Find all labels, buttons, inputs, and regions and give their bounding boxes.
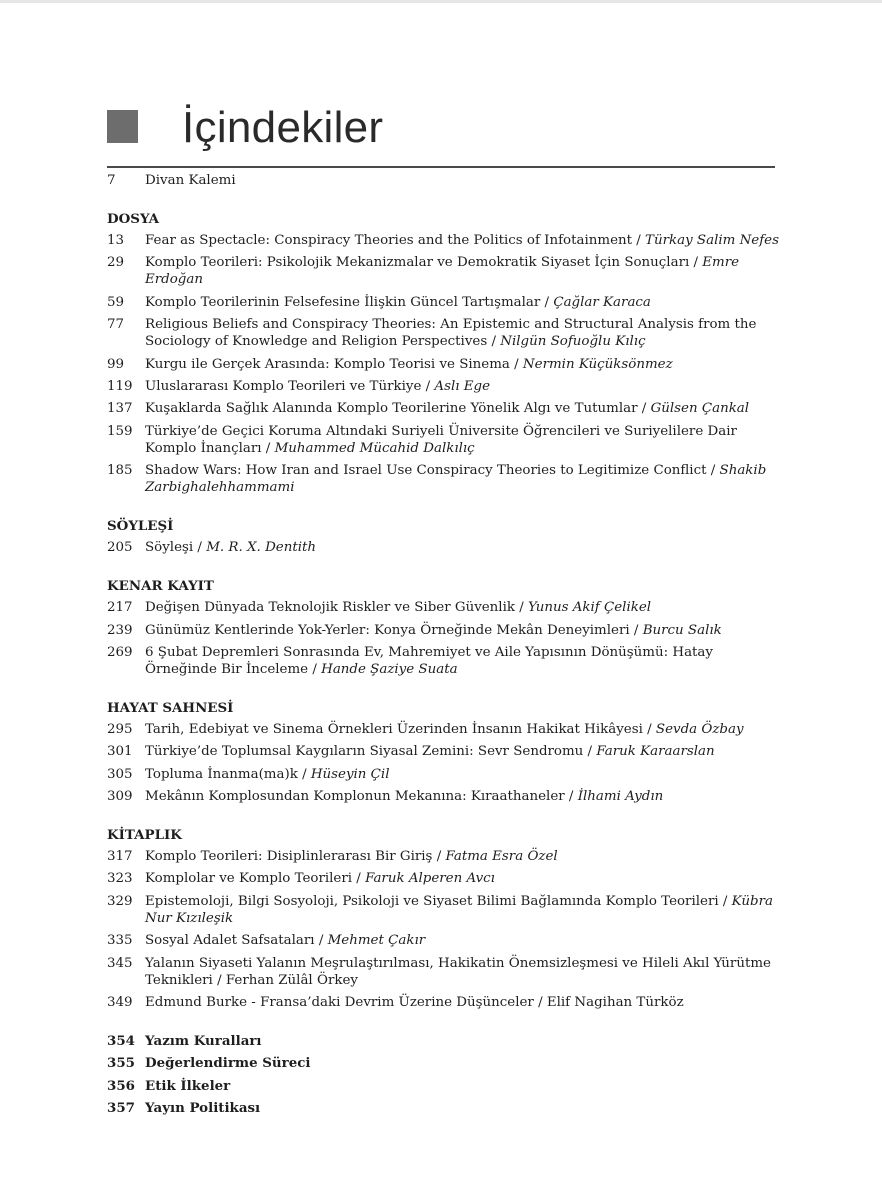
toc-entry-text [145,254,787,288]
toc-separator [308,662,321,677]
toc-sections [107,211,787,1011]
toc-separator [298,767,311,782]
toc-separator [315,933,328,948]
toc-author: Yunus Akif Çelikel [528,600,652,616]
toc-title: Komplolar ve Komplo Teorileri [145,871,353,887]
section-heading: KİTAPLIK [107,827,182,844]
toc-author: Aslı Ege [434,378,491,394]
toc-page-number: 205 [107,540,133,556]
toc-separator [262,441,275,456]
section-heading: SÖYLEŞİ [107,518,174,535]
toc-header [107,100,775,168]
toc-entry [107,423,787,457]
toc-author: Faruk Karaarslan [596,744,715,760]
toc-entry [107,539,787,556]
toc-title: Etik İlkeler [145,1077,231,1094]
toc-entry-text [145,870,787,887]
toc-entry [107,1078,787,1095]
toc-page-number: 349 [107,995,133,1011]
toc-entry-text [145,356,787,373]
toc-author: Burcu Salık [642,622,722,638]
toc-entry-text [145,423,787,457]
toc-entry-text [145,539,787,556]
toc-entry [107,378,787,395]
toc-title: Komplo Teorileri: Disiplinlerarası Bir Giriş [145,849,433,865]
toc-entry [107,788,787,805]
toc-separator [719,894,732,909]
toc-page-number: 345 [107,955,133,971]
toc-title: Uluslararası Komplo Teorileri ve Türkiye [145,378,422,394]
toc-author: Çağlar Karaca [553,294,651,310]
toc-entry [107,316,787,350]
toc-page-number: 357 [107,1100,135,1117]
toc-entry-text [145,788,787,805]
toc-entry-text [145,172,787,189]
toc-page-number: 355 [107,1055,135,1072]
toc-separator [632,233,645,248]
toc-entry-text [145,400,787,417]
toc-entry [107,721,787,738]
toc-author: Hüseyin Çil [310,766,390,782]
toc-page-number: 7 [107,173,116,188]
toc-title: Yalanın Siyaseti Yalanın Meşrulaştırılması, Hakikatin Önemsizleşmesi ve Hileli Akıl Yürütme Teknikleri / Ferhan Zülâl Örkey [145,955,771,988]
toc-title: Edmund Burke - Fransa’daki Devrim Üzerine Düşünceler / Elif Nagihan Türköz [145,995,684,1011]
toc-page-number: 119 [107,378,133,394]
toc-entry [107,1100,787,1117]
toc-entry [107,994,787,1011]
toc-page-number: 29 [107,255,125,271]
toc-entry-text [145,378,787,395]
toc-page-number: 59 [107,294,125,310]
toc-entry-text [145,721,787,738]
toc-page-number: 239 [107,622,133,638]
toc-page-number: 269 [107,644,133,660]
toc-entry [107,356,787,373]
toc-entry [107,462,787,496]
toc-page-number: 217 [107,600,133,616]
toc-entry [107,848,787,865]
toc-page-number: 329 [107,893,133,909]
toc-title: Kuşaklarda Sağlık Alanında Komplo Teorilerine Yönelik Algı ve Tutumlar [145,401,638,417]
section-heading: DOSYA [107,211,160,227]
toc-title: Yayın Politikası [145,1100,261,1117]
toc-page-number: 159 [107,423,133,439]
toc-entry [107,766,787,783]
toc-author: Fatma Esra Özel [445,849,558,865]
toc-page-number: 335 [107,933,133,949]
toc-author: Gülsen Çankal [650,401,750,417]
toc-page-number: 317 [107,849,133,865]
top-rule [0,0,882,3]
toc-title: Değişen Dünyada Teknolojik Riskler ve Siber Güvenlik [145,600,515,616]
toc-title: Tarih, Edebiyat ve Sinema Örnekleri Üzerinden İnsanın Hakikat Hikâyesi [145,721,643,737]
toc-entry-text [145,316,787,350]
toc-entry-text [145,1033,787,1050]
toc-author: Nilgün Sofuoğlu Kılıç [500,334,646,350]
toc-entry-text [145,622,787,639]
toc-entry-text [145,644,787,678]
toc-entry [107,893,787,927]
toc-entry-text [145,955,787,989]
section-heading: HAYAT SAHNESİ [107,699,234,716]
toc-page-number: 354 [107,1033,135,1050]
toc-title: Religious Beliefs and Conspiracy Theories: An Epistemic and Structural Analysis from the Sociology of Knowledge and Religion Perspectives [145,317,757,350]
toc-entry [107,743,787,760]
toc-page-number: 356 [107,1077,135,1094]
toc-entry-text [145,743,787,760]
toc-page-number: 295 [107,721,133,737]
toc-entry [107,1055,787,1072]
toc-author: Faruk Alperen Avcı [365,871,495,887]
toc-entry-text [145,1078,787,1095]
toc-separator [421,379,434,394]
toc-entry [107,599,787,616]
toc-title: Komplo Teorileri: Psikolojik Mekanizmalar ve Demokratik Siyaset İçin Sonuçları [145,255,690,271]
page-title: İçindekiler [182,103,384,152]
toc-entry [107,622,787,639]
toc-separator [487,334,500,349]
toc-page-number: 13 [107,233,125,248]
toc-separator [706,463,719,478]
toc-entry-text [145,462,787,496]
toc-separator [689,255,702,270]
toc-author: Hande Şaziye Suata [321,661,458,677]
toc-title: Yazım Kuralları [145,1033,262,1050]
toc-separator [638,401,651,416]
toc-author: İlhami Aydın [577,789,664,805]
toc-author: Kübra Nur Kızıleşik [145,893,773,926]
toc-entry [107,254,787,288]
toc-entry-text [145,932,787,949]
toc-title: Söyleşi [145,540,194,556]
toc-entry-text [145,294,787,311]
toc-title: 6 Şubat Depremleri Sonrasında Ev, Mahremiyet ve Aile Yapısının Dönüşümü: Hatay Örneğinde Bir İnceleme [145,644,713,677]
toc-page-number: 99 [107,356,125,372]
toc-page-number: 301 [107,744,133,760]
toc-author: Emre Erdoğan [145,255,740,288]
toc-final-entries [107,1033,787,1117]
toc-page-number: 305 [107,766,133,782]
toc-separator [515,600,528,615]
toc-content [107,172,787,1123]
toc-page-number: 137 [107,401,133,417]
toc-title: Shadow Wars: How Iran and Israel Use Conspiracy Theories to Legitimize Conflict [145,463,707,479]
toc-title: Komplo Teorilerinin Felsefesine İlişkin Güncel Tartışmalar [145,294,541,310]
toc-title: Divan Kalemi [145,173,236,188]
toc-author: M. R. X. Dentith [206,540,317,556]
toc-author: Muhammed Mücahid Dalkılıç [274,440,475,456]
toc-author: Sevda Özbay [655,721,744,737]
toc-separator [540,295,553,310]
toc-entry-text [145,893,787,927]
toc-separator [583,744,596,759]
section-heading: KENAR KAYIT [107,578,214,595]
toc-title: Kurgu ile Gerçek Arasında: Komplo Teorisi ve Sinema [145,356,510,372]
toc-entry [107,294,787,311]
toc-separator [193,540,206,555]
toc-title: Değerlendirme Süreci [145,1055,311,1072]
toc-page-number: 323 [107,871,133,887]
toc-entry [107,955,787,989]
toc-title: Mekânın Komplosundan Komplonun Mekanına: Kıraathaneler [145,789,565,805]
toc-entry [107,172,787,189]
toc-author: Shakib Zarbighalehhammami [145,463,767,496]
toc-entry-text [145,599,787,616]
toc-title: Fear as Spectacle: Conspiracy Theories and the Politics of Infotainment [145,233,632,248]
toc-author: Türkay Salim Nefes [645,233,779,248]
toc-separator [432,849,445,864]
toc-title: Günümüz Kentlerinde Yok-Yerler: Konya Örneğinde Mekân Deneyimleri [145,622,630,638]
toc-title: Sosyal Adalet Safsataları [145,933,315,949]
toc-page-number: 185 [107,463,133,479]
toc-entry [107,932,787,949]
toc-author: Nermin Küçüksönmez [522,356,673,372]
toc-title: Türkiye’de Toplumsal Kaygıların Siyasal Zemini: Sevr Sendromu [145,744,584,760]
toc-separator [565,789,578,804]
toc-entry-text [145,994,787,1011]
toc-entry-text [145,1055,787,1072]
toc-title: Epistemoloji, Bilgi Sosyoloji, Psikoloji ve Siyaset Bilimi Bağlamında Komplo Teorileri [145,893,719,909]
toc-page-number: 309 [107,789,133,805]
toc-entry-text [145,1100,787,1117]
gray-square-marker [107,110,138,143]
toc-entry [107,870,787,887]
toc-entry-text [145,232,787,249]
toc-entry [107,644,787,678]
toc-title: Türkiye’de Geçici Koruma Altındaki Suriyeli Üniversite Öğrencileri ve Suriyelilere Dair Komplo İnançları [145,423,737,456]
toc-author: Mehmet Çakır [327,933,426,949]
toc-entry-text [145,766,787,783]
toc-entry [107,232,787,249]
toc-separator [643,722,656,737]
toc-entry [107,400,787,417]
toc-separator [630,623,643,638]
toc-intro [107,172,787,189]
toc-separator [510,357,523,372]
toc-separator [352,871,365,886]
toc-entry-text [145,848,787,865]
toc-page-number: 77 [107,317,125,333]
toc-entry [107,1033,787,1050]
toc-title: Topluma İnanma(ma)k [145,766,298,782]
